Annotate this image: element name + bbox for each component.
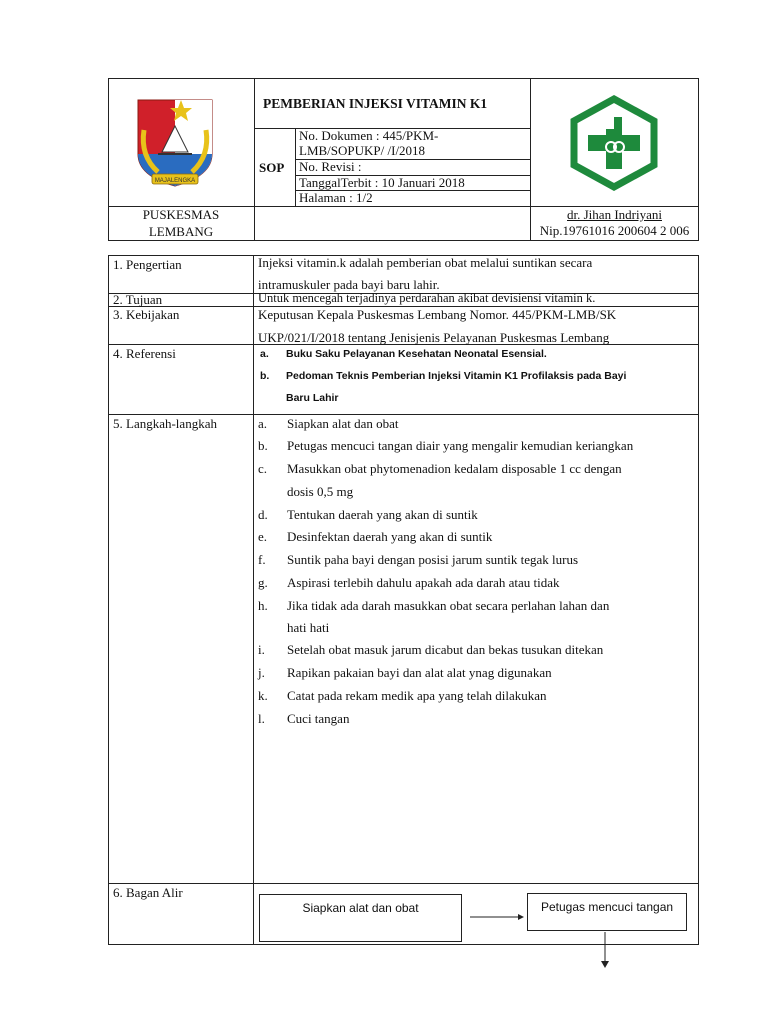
label-pengertian: 1. Pengertian	[113, 257, 182, 272]
puskesmas-logo	[566, 95, 662, 191]
flow-arrow-down	[600, 932, 610, 970]
referensi-marker-b: b.	[260, 370, 270, 382]
pengertian-line1: Injeksi vitamin.k adalah pemberian obat melalui suntikan secara	[258, 255, 593, 270]
label-tujuan: 2. Tujuan	[113, 292, 163, 307]
flow-box-mencuci	[527, 893, 687, 931]
flow-box-mencuci-label: Petugas mencuci tangan	[540, 900, 674, 914]
kebijakan-line2: UKP/021/I/2018 tentang Jenisjenis Pelayanan Puskesmas Lembang	[258, 330, 610, 345]
kebijakan-line1: Keputusan Kepala Puskesmas Lembang Nomor. 445/PKM-LMB/SK	[258, 307, 617, 322]
sop-divider	[295, 128, 296, 206]
langkah-item: Masukkan obat phytomenadion kedalam disposable 1 cc dengan	[287, 461, 622, 476]
doc-number-line2: LMB/SOPUKP/ /I/2018	[299, 143, 426, 158]
referensi-item-b-line1: Pedoman Teknis Pemberian Injeksi Vitamin K1 Profilaksis pada Bayi	[286, 370, 627, 382]
referensi-item-b-line2: Baru Lahir	[286, 392, 339, 404]
flow-box-siapkan	[259, 894, 462, 942]
langkah-item: Setelah obat masuk jarum dicabut dan bekas tusukan ditekan	[287, 642, 604, 657]
tujuan-text: Untuk mencegah terjadinya perdarahan akibat devisiensi vitamin k.	[258, 291, 596, 305]
langkah-marker: j.	[258, 665, 265, 680]
org-name-line2: LEMBANG	[148, 224, 214, 239]
langkah-item: Jika tidak ada darah masukkan obat secara perlahan lahan dan	[287, 598, 610, 613]
referensi-item-a: Buku Saku Pelayanan Kesehatan Neonatal Esensial.	[286, 348, 547, 360]
langkah-item: Petugas mencuci tangan diair yang mengalir kemudian keriangkan	[287, 438, 634, 453]
langkah-item-continued: dosis 0,5 mg	[287, 484, 354, 499]
langkah-marker: i.	[258, 642, 265, 657]
body-label-divider	[253, 255, 254, 945]
langkah-item: Aspirasi terlebih dahulu apakah ada darah atau tidak	[287, 575, 560, 590]
langkah-marker: h.	[258, 598, 268, 613]
langkah-marker: k.	[258, 688, 268, 703]
langkah-item: Catat pada rekam medik apa yang telah dilakukan	[287, 688, 547, 703]
langkah-item: Cuci tangan	[287, 711, 350, 726]
label-referensi: 4. Referensi	[113, 346, 176, 361]
langkah-item: Siapkan alat dan obat	[287, 416, 399, 431]
flow-box-siapkan-label: Siapkan alat dan obat	[302, 901, 419, 915]
langkah-marker: c.	[258, 461, 268, 476]
langkah-marker: d.	[258, 507, 268, 522]
doc-number-line1: No. Dokumen : 445/PKM-	[299, 128, 439, 143]
label-langkah: 5. Langkah-langkah	[113, 416, 217, 431]
header-divider-left	[254, 78, 255, 241]
signer-nip: Nip.19761016 200604 2 006	[539, 223, 690, 238]
langkah-marker: a.	[258, 416, 268, 431]
signer-name: dr. Jihan Indriyani	[567, 207, 662, 222]
langkah-marker: l.	[258, 711, 265, 726]
referensi-marker-a: a.	[260, 348, 269, 360]
langkah-marker: b.	[258, 438, 268, 453]
langkah-item-continued: hati hati	[287, 620, 330, 635]
document-title: PEMBERIAN INJEKSI VITAMIN K1	[263, 96, 488, 111]
row-divider-4	[108, 414, 699, 415]
langkah-marker: f.	[258, 552, 266, 567]
flow-arrow-right	[470, 912, 526, 922]
label-bagan-alir: 6. Bagan Alir	[113, 885, 183, 900]
pengertian-line2: intramuskuler pada bayi baru lahir.	[258, 277, 440, 292]
langkah-item: Desinfektan daerah yang akan di suntik	[287, 529, 493, 544]
emblem-banner-text: MAJALENGKA	[154, 178, 196, 184]
langkah-item: Suntik paha bayi dengan posisi jarum suntik tegak lurus	[287, 552, 579, 567]
revision-number: No. Revisi :	[299, 159, 362, 174]
langkah-item: Rapikan pakaian bayi dan alat alat ynag digunakan	[287, 665, 552, 680]
sop-label: SOP	[259, 160, 285, 175]
page-number: Halaman : 1/2	[299, 190, 373, 205]
publish-date: TanggalTerbit : 10 Januari 2018	[299, 175, 465, 190]
langkah-item: Tentukan daerah yang akan di suntik	[287, 507, 478, 522]
org-name-line1: PUSKESMAS	[142, 207, 220, 222]
langkah-marker: e.	[258, 529, 268, 544]
row-divider-5	[108, 883, 699, 884]
label-kebijakan: 3. Kebijakan	[113, 307, 180, 322]
langkah-marker: g.	[258, 575, 268, 590]
regional-emblem-logo	[134, 96, 216, 190]
